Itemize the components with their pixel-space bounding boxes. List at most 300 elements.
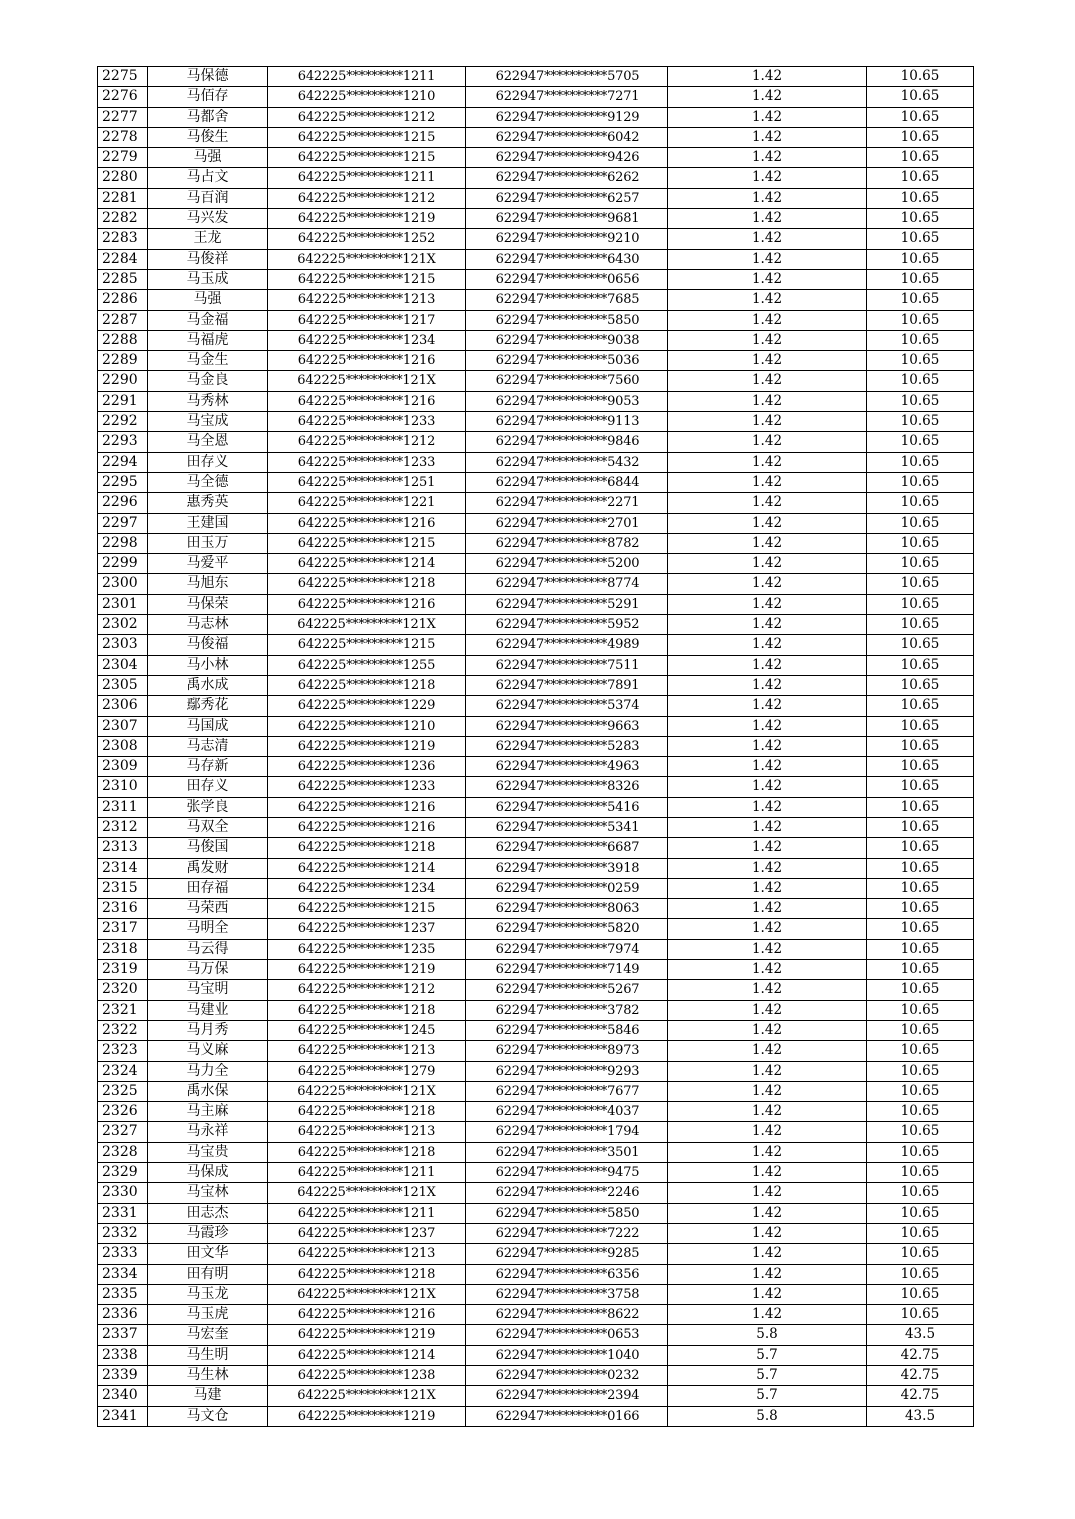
amount-cell: 10.65 <box>867 148 974 168</box>
id-number-cell: 642225*********1216 <box>268 1305 466 1325</box>
row-number-cell: 2284 <box>98 249 148 269</box>
amount-cell: 10.65 <box>867 533 974 553</box>
id-number-cell: 642225*********1218 <box>268 1264 466 1284</box>
area-cell: 1.42 <box>668 980 867 1000</box>
table-row <box>98 736 974 756</box>
amount-cell: 10.65 <box>867 980 974 1000</box>
amount-cell: 10.65 <box>867 939 974 959</box>
amount-cell: 10.65 <box>867 797 974 817</box>
table-row <box>98 757 974 777</box>
row-number-cell: 2279 <box>98 148 148 168</box>
amount-cell: 10.65 <box>867 919 974 939</box>
row-number-cell: 2283 <box>98 229 148 249</box>
area-cell: 1.42 <box>668 432 867 452</box>
bank-account-cell: 622947**********5432 <box>466 452 668 472</box>
row-number-cell: 2338 <box>98 1345 148 1365</box>
area-cell: 1.42 <box>668 817 867 837</box>
name-cell: 马全恩 <box>148 432 268 452</box>
bank-account-cell: 622947**********5341 <box>466 817 668 837</box>
id-number-cell: 642225*********1229 <box>268 696 466 716</box>
row-number-cell: 2314 <box>98 858 148 878</box>
id-number-cell: 642225*********1216 <box>268 817 466 837</box>
area-cell: 1.42 <box>668 858 867 878</box>
area-cell: 1.42 <box>668 229 867 249</box>
amount-cell: 10.65 <box>867 1183 974 1203</box>
row-number-cell: 2302 <box>98 615 148 635</box>
area-cell: 1.42 <box>668 87 867 107</box>
amount-cell: 10.65 <box>867 960 974 980</box>
name-cell: 马都舍 <box>148 107 268 127</box>
name-cell: 马霞珍 <box>148 1223 268 1243</box>
name-cell: 禹发财 <box>148 858 268 878</box>
table-row <box>98 838 974 858</box>
table-row <box>98 655 974 675</box>
amount-cell: 10.65 <box>867 351 974 371</box>
amount-cell: 10.65 <box>867 716 974 736</box>
area-cell: 1.42 <box>668 716 867 736</box>
name-cell: 鄢秀花 <box>148 696 268 716</box>
name-cell: 马月秀 <box>148 1020 268 1040</box>
bank-account-cell: 622947**********9475 <box>466 1163 668 1183</box>
bank-account-cell: 622947**********6687 <box>466 838 668 858</box>
row-number-cell: 2311 <box>98 797 148 817</box>
table-row <box>98 269 974 289</box>
area-cell: 1.42 <box>668 1223 867 1243</box>
id-number-cell: 642225*********1234 <box>268 878 466 898</box>
amount-cell: 42.75 <box>867 1345 974 1365</box>
id-number-cell: 642225*********121X <box>268 1386 466 1406</box>
area-cell: 1.42 <box>668 452 867 472</box>
amount-cell: 10.65 <box>867 188 974 208</box>
bank-account-cell: 622947**********1040 <box>466 1345 668 1365</box>
area-cell: 1.42 <box>668 330 867 350</box>
area-cell: 1.42 <box>668 574 867 594</box>
table-row <box>98 696 974 716</box>
table-row <box>98 1081 974 1101</box>
amount-cell: 10.65 <box>867 1305 974 1325</box>
bank-account-cell: 622947**********9663 <box>466 716 668 736</box>
table-row <box>98 1061 974 1081</box>
table-row <box>98 249 974 269</box>
row-number-cell: 2303 <box>98 635 148 655</box>
bank-account-cell: 622947**********7271 <box>466 87 668 107</box>
table-row <box>98 290 974 310</box>
row-number-cell: 2307 <box>98 716 148 736</box>
table-row <box>98 1305 974 1325</box>
table-row <box>98 1142 974 1162</box>
table-row <box>98 594 974 614</box>
name-cell: 马国成 <box>148 716 268 736</box>
id-number-cell: 642225*********1219 <box>268 1325 466 1345</box>
name-cell: 马宝林 <box>148 1183 268 1203</box>
row-number-cell: 2295 <box>98 472 148 492</box>
row-number-cell: 2285 <box>98 269 148 289</box>
table-row <box>98 148 974 168</box>
table-row <box>98 1020 974 1040</box>
table-row <box>98 1163 974 1183</box>
id-number-cell: 642225*********1214 <box>268 858 466 878</box>
row-number-cell: 2322 <box>98 1020 148 1040</box>
id-number-cell: 642225*********1234 <box>268 330 466 350</box>
row-number-cell: 2298 <box>98 533 148 553</box>
area-cell: 1.42 <box>668 371 867 391</box>
area-cell: 1.42 <box>668 188 867 208</box>
id-number-cell: 642225*********1212 <box>268 107 466 127</box>
bank-account-cell: 622947**********7974 <box>466 939 668 959</box>
area-cell: 1.42 <box>668 635 867 655</box>
table-row <box>98 1264 974 1284</box>
bank-account-cell: 622947**********9846 <box>466 432 668 452</box>
id-number-cell: 642225*********1218 <box>268 838 466 858</box>
name-cell: 马云得 <box>148 939 268 959</box>
amount-cell: 10.65 <box>867 757 974 777</box>
amount-cell: 10.65 <box>867 777 974 797</box>
id-number-cell: 642225*********1252 <box>268 229 466 249</box>
table-body <box>98 67 974 1427</box>
name-cell: 马强 <box>148 148 268 168</box>
name-cell: 马佰存 <box>148 87 268 107</box>
table-row <box>98 209 974 229</box>
row-number-cell: 2336 <box>98 1305 148 1325</box>
row-number-cell: 2320 <box>98 980 148 1000</box>
bank-account-cell: 622947**********0656 <box>466 269 668 289</box>
name-cell: 马主麻 <box>148 1102 268 1122</box>
row-number-cell: 2309 <box>98 757 148 777</box>
name-cell: 马荣西 <box>148 899 268 919</box>
name-cell: 惠秀英 <box>148 493 268 513</box>
row-number-cell: 2339 <box>98 1366 148 1386</box>
amount-cell: 10.65 <box>867 635 974 655</box>
id-number-cell: 642225*********1219 <box>268 736 466 756</box>
row-number-cell: 2326 <box>98 1102 148 1122</box>
amount-cell: 10.65 <box>867 1264 974 1284</box>
table-row <box>98 1386 974 1406</box>
amount-cell: 10.65 <box>867 1203 974 1223</box>
row-number-cell: 2323 <box>98 1041 148 1061</box>
bank-account-cell: 622947**********5283 <box>466 736 668 756</box>
table-row <box>98 1122 974 1142</box>
row-number-cell: 2335 <box>98 1284 148 1304</box>
bank-account-cell: 622947**********2271 <box>466 493 668 513</box>
amount-cell: 10.65 <box>867 1081 974 1101</box>
row-number-cell: 2290 <box>98 371 148 391</box>
name-cell: 马俊祥 <box>148 249 268 269</box>
name-cell: 马万保 <box>148 960 268 980</box>
amount-cell: 10.65 <box>867 696 974 716</box>
amount-cell: 10.65 <box>867 310 974 330</box>
area-cell: 1.42 <box>668 1081 867 1101</box>
area-cell: 1.42 <box>668 1244 867 1264</box>
amount-cell: 10.65 <box>867 1102 974 1122</box>
row-number-cell: 2329 <box>98 1163 148 1183</box>
table-row <box>98 1000 974 1020</box>
table-row <box>98 1406 974 1426</box>
amount-cell: 10.65 <box>867 1122 974 1142</box>
id-number-cell: 642225*********1214 <box>268 554 466 574</box>
id-number-cell: 642225*********1216 <box>268 594 466 614</box>
area-cell: 1.42 <box>668 472 867 492</box>
id-number-cell: 642225*********1237 <box>268 919 466 939</box>
amount-cell: 10.65 <box>867 67 974 87</box>
name-cell: 张学良 <box>148 797 268 817</box>
id-number-cell: 642225*********1219 <box>268 960 466 980</box>
amount-cell: 10.65 <box>867 594 974 614</box>
row-number-cell: 2282 <box>98 209 148 229</box>
area-cell: 1.42 <box>668 878 867 898</box>
amount-cell: 10.65 <box>867 655 974 675</box>
table-row <box>98 188 974 208</box>
id-number-cell: 642225*********1216 <box>268 797 466 817</box>
bank-account-cell: 622947**********2246 <box>466 1183 668 1203</box>
name-cell: 王龙 <box>148 229 268 249</box>
name-cell: 马金福 <box>148 310 268 330</box>
name-cell: 马百润 <box>148 188 268 208</box>
bank-account-cell: 622947**********9426 <box>466 148 668 168</box>
id-number-cell: 642225*********1210 <box>268 87 466 107</box>
row-number-cell: 2304 <box>98 655 148 675</box>
row-number-cell: 2313 <box>98 838 148 858</box>
name-cell: 马生明 <box>148 1345 268 1365</box>
name-cell: 马志清 <box>148 736 268 756</box>
table-row <box>98 716 974 736</box>
bank-account-cell: 622947**********5267 <box>466 980 668 1000</box>
area-cell: 1.42 <box>668 127 867 147</box>
row-number-cell: 2315 <box>98 878 148 898</box>
area-cell: 1.42 <box>668 1183 867 1203</box>
id-number-cell: 642225*********1251 <box>268 472 466 492</box>
id-number-cell: 642225*********1219 <box>268 1406 466 1426</box>
name-cell: 马力全 <box>148 1061 268 1081</box>
bank-account-cell: 622947**********7677 <box>466 1081 668 1101</box>
area-cell: 1.42 <box>668 209 867 229</box>
bank-account-cell: 622947**********5374 <box>466 696 668 716</box>
bank-account-cell: 622947**********0232 <box>466 1366 668 1386</box>
bank-account-cell: 622947**********0653 <box>466 1325 668 1345</box>
row-number-cell: 2330 <box>98 1183 148 1203</box>
name-cell: 马俊生 <box>148 127 268 147</box>
bank-account-cell: 622947**********3782 <box>466 1000 668 1020</box>
amount-cell: 43.5 <box>867 1406 974 1426</box>
id-number-cell: 642225*********1255 <box>268 655 466 675</box>
area-cell: 1.42 <box>668 919 867 939</box>
id-number-cell: 642225*********1218 <box>268 1102 466 1122</box>
area-cell: 1.42 <box>668 1284 867 1304</box>
name-cell: 田有明 <box>148 1264 268 1284</box>
amount-cell: 10.65 <box>867 1284 974 1304</box>
bank-account-cell: 622947**********1794 <box>466 1122 668 1142</box>
id-number-cell: 642225*********1211 <box>268 1163 466 1183</box>
area-cell: 1.42 <box>668 797 867 817</box>
id-number-cell: 642225*********1217 <box>268 310 466 330</box>
amount-cell: 10.65 <box>867 1061 974 1081</box>
name-cell: 马玉龙 <box>148 1284 268 1304</box>
bank-account-cell: 622947**********9129 <box>466 107 668 127</box>
id-number-cell: 642225*********1215 <box>268 127 466 147</box>
bank-account-cell: 622947**********6844 <box>466 472 668 492</box>
area-cell: 1.42 <box>668 513 867 533</box>
area-cell: 1.42 <box>668 1020 867 1040</box>
table-row <box>98 1102 974 1122</box>
id-number-cell: 642225*********1215 <box>268 635 466 655</box>
area-cell: 5.7 <box>668 1345 867 1365</box>
name-cell: 马强 <box>148 290 268 310</box>
area-cell: 1.42 <box>668 493 867 513</box>
id-number-cell: 642225*********1211 <box>268 168 466 188</box>
name-cell: 马占文 <box>148 168 268 188</box>
bank-account-cell: 622947**********5200 <box>466 554 668 574</box>
bank-account-cell: 622947**********0259 <box>466 878 668 898</box>
table-row <box>98 777 974 797</box>
row-number-cell: 2278 <box>98 127 148 147</box>
bank-account-cell: 622947**********6042 <box>466 127 668 147</box>
name-cell: 马义麻 <box>148 1041 268 1061</box>
amount-cell: 10.65 <box>867 1142 974 1162</box>
row-number-cell: 2316 <box>98 899 148 919</box>
table-row <box>98 127 974 147</box>
table-row <box>98 168 974 188</box>
bank-account-cell: 622947**********8622 <box>466 1305 668 1325</box>
id-number-cell: 642225*********1210 <box>268 716 466 736</box>
id-number-cell: 642225*********1212 <box>268 980 466 1000</box>
amount-cell: 10.65 <box>867 209 974 229</box>
id-number-cell: 642225*********1214 <box>268 1345 466 1365</box>
area-cell: 1.42 <box>668 838 867 858</box>
table-row <box>98 67 974 87</box>
area-cell: 1.42 <box>668 675 867 695</box>
id-number-cell: 642225*********1215 <box>268 533 466 553</box>
row-number-cell: 2287 <box>98 310 148 330</box>
amount-cell: 10.65 <box>867 330 974 350</box>
table-row <box>98 472 974 492</box>
bank-account-cell: 622947**********4963 <box>466 757 668 777</box>
row-number-cell: 2321 <box>98 1000 148 1020</box>
bank-account-cell: 622947**********4037 <box>466 1102 668 1122</box>
name-cell: 马宝明 <box>148 980 268 1000</box>
area-cell: 1.42 <box>668 1102 867 1122</box>
row-number-cell: 2334 <box>98 1264 148 1284</box>
table-row <box>98 1203 974 1223</box>
amount-cell: 10.65 <box>867 269 974 289</box>
id-number-cell: 642225*********1216 <box>268 513 466 533</box>
table-row <box>98 1366 974 1386</box>
id-number-cell: 642225*********1211 <box>268 1203 466 1223</box>
row-number-cell: 2319 <box>98 960 148 980</box>
table-row <box>98 391 974 411</box>
name-cell: 禹水成 <box>148 675 268 695</box>
table-row <box>98 817 974 837</box>
name-cell: 马保德 <box>148 67 268 87</box>
row-number-cell: 2312 <box>98 817 148 837</box>
amount-cell: 10.65 <box>867 87 974 107</box>
table-row <box>98 412 974 432</box>
area-cell: 1.42 <box>668 310 867 330</box>
name-cell: 马双全 <box>148 817 268 837</box>
name-cell: 禹水保 <box>148 1081 268 1101</box>
table-row <box>98 533 974 553</box>
area-cell: 1.42 <box>668 391 867 411</box>
id-number-cell: 642225*********1213 <box>268 290 466 310</box>
name-cell: 马兴发 <box>148 209 268 229</box>
bank-account-cell: 622947**********7149 <box>466 960 668 980</box>
area-cell: 1.42 <box>668 1000 867 1020</box>
id-number-cell: 642225*********1221 <box>268 493 466 513</box>
row-number-cell: 2310 <box>98 777 148 797</box>
amount-cell: 10.65 <box>867 1223 974 1243</box>
name-cell: 田志杰 <box>148 1203 268 1223</box>
row-number-cell: 2305 <box>98 675 148 695</box>
row-number-cell: 2327 <box>98 1122 148 1142</box>
row-number-cell: 2281 <box>98 188 148 208</box>
amount-cell: 10.65 <box>867 432 974 452</box>
area-cell: 1.42 <box>668 249 867 269</box>
table-row <box>98 107 974 127</box>
bank-account-cell: 622947**********5850 <box>466 1203 668 1223</box>
area-cell: 1.42 <box>668 696 867 716</box>
name-cell: 马永祥 <box>148 1122 268 1142</box>
amount-cell: 10.65 <box>867 858 974 878</box>
table-row <box>98 493 974 513</box>
name-cell: 马秀林 <box>148 391 268 411</box>
id-number-cell: 642225*********1213 <box>268 1122 466 1142</box>
area-cell: 1.42 <box>668 351 867 371</box>
bank-account-cell: 622947**********8326 <box>466 777 668 797</box>
bank-account-cell: 622947**********9293 <box>466 1061 668 1081</box>
row-number-cell: 2288 <box>98 330 148 350</box>
amount-cell: 10.65 <box>867 899 974 919</box>
amount-cell: 42.75 <box>867 1386 974 1406</box>
id-number-cell: 642225*********1215 <box>268 148 466 168</box>
name-cell: 马玉虎 <box>148 1305 268 1325</box>
bank-account-cell: 622947**********2394 <box>466 1386 668 1406</box>
table-row <box>98 675 974 695</box>
id-number-cell: 642225*********1212 <box>268 188 466 208</box>
row-number-cell: 2318 <box>98 939 148 959</box>
amount-cell: 10.65 <box>867 168 974 188</box>
name-cell: 马俊国 <box>148 838 268 858</box>
amount-cell: 10.65 <box>867 736 974 756</box>
id-number-cell: 642225*********1238 <box>268 1366 466 1386</box>
bank-account-cell: 622947**********3758 <box>466 1284 668 1304</box>
area-cell: 1.42 <box>668 939 867 959</box>
name-cell: 马志林 <box>148 615 268 635</box>
row-number-cell: 2280 <box>98 168 148 188</box>
id-number-cell: 642225*********121X <box>268 1081 466 1101</box>
row-number-cell: 2296 <box>98 493 148 513</box>
name-cell: 马玉成 <box>148 269 268 289</box>
name-cell: 马金良 <box>148 371 268 391</box>
row-number-cell: 2292 <box>98 412 148 432</box>
bank-account-cell: 622947**********5952 <box>466 615 668 635</box>
id-number-cell: 642225*********1213 <box>268 1041 466 1061</box>
area-cell: 1.42 <box>668 1305 867 1325</box>
table-row <box>98 980 974 1000</box>
name-cell: 田存义 <box>148 452 268 472</box>
table-row <box>98 878 974 898</box>
bank-account-cell: 622947**********9113 <box>466 412 668 432</box>
row-number-cell: 2293 <box>98 432 148 452</box>
row-number-cell: 2308 <box>98 736 148 756</box>
amount-cell: 10.65 <box>867 1041 974 1061</box>
area-cell: 1.42 <box>668 412 867 432</box>
bank-account-cell: 622947**********0166 <box>466 1406 668 1426</box>
row-number-cell: 2277 <box>98 107 148 127</box>
bank-account-cell: 622947**********5820 <box>466 919 668 939</box>
name-cell: 马全德 <box>148 472 268 492</box>
area-cell: 1.42 <box>668 899 867 919</box>
bank-account-cell: 622947**********9681 <box>466 209 668 229</box>
amount-cell: 10.65 <box>867 1020 974 1040</box>
amount-cell: 10.65 <box>867 838 974 858</box>
